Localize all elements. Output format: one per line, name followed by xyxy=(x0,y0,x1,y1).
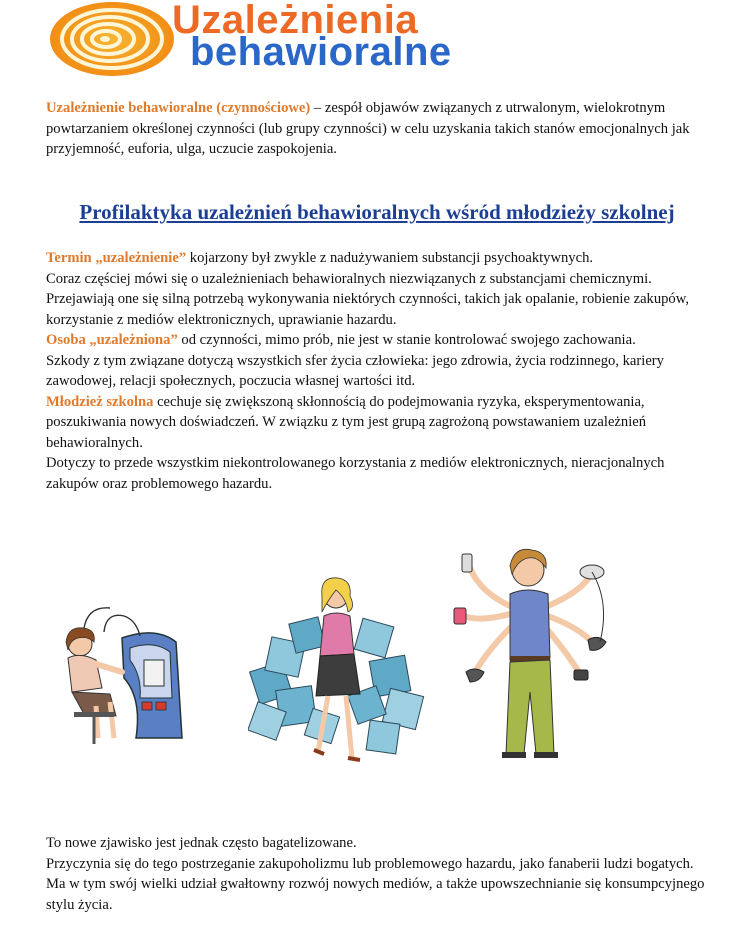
intro-term: Uzależnienie behawioralne (czynnościowe) xyxy=(46,100,311,116)
term-osoba-uzalezniona: Osoba „uzależniona” xyxy=(46,332,178,348)
body-paragraph-4: Szkody z tym związane dotyczą wszystkich sfer życia człowieka: jego zdrowia, życia rodzinnego, kariery zawodowej, relacji społecznych, poczucia własnej wartości itd. xyxy=(46,352,664,389)
spiral-logo-icon xyxy=(48,0,188,78)
shopping-bags-woman-illustration xyxy=(248,562,428,772)
body-paragraph-5-text: cechuje się zwiększoną skłonnością do podejmowania ryzyka, eksperymentowania, poszukiwania nowych doświadczeń. W związku z tym jest grupą zagrożoną powstawaniem uzależnień behawioralnych. xyxy=(46,393,647,451)
body-paragraph-1 xyxy=(46,248,716,269)
closing-paragraph-3: Ma w tym swój wielki udział gwałtowny rozwój nowych mediów, a także upowszechnianie się konsumpcyjnego stylu życia. xyxy=(46,876,705,913)
logo-text-bottom: behawioralne xyxy=(190,30,452,74)
closing-text xyxy=(46,833,716,915)
term-mlodziez-szkolna: Młodzież szkolna xyxy=(46,393,154,410)
closing-paragraph-2: Przyczynia się do tego postrzeganie zakupoholizmu lub problemowego hazardu, jako fanaberii ludzi bogatych. xyxy=(46,855,694,872)
body-paragraph-3 xyxy=(46,330,716,351)
intro-text: – zespół objawów związanych z utrwalonym, wielokrotnym powtarzaniem określonej czynności (lub grupy czynności) w celu uzyskania takich stanów emocjonalnych jak przyjemność, euforia, ulga, uczucie zaspokojenia. xyxy=(46,100,690,157)
closing-paragraph-1: To nowe zjawisko jest jednak często bagatelizowane. xyxy=(46,835,357,851)
slot-machine-gambler-illustration xyxy=(44,598,194,748)
body-paragraph-2: Coraz częściej mówi się o uzależnieniach behawioralnych niezwiązanych z substancjami chemicznymi. Przejawiają one się silną potrzebą wykonywania niektórych czynności, takich jak opalanie, robienie zakupów, korzystanie z mediów elektronicznych, uprawianie hazardu. xyxy=(46,270,689,328)
term-uzaleznienie: Termin „uzależnienie” xyxy=(46,250,187,266)
body-paragraph-5 xyxy=(46,392,716,454)
logo-text-top: Uzależnienia xyxy=(172,0,419,42)
body-paragraph-1-text: kojarzony był zwykle z nadużywaniem substancji psychoaktywnych. xyxy=(186,250,594,266)
multi-device-man-illustration xyxy=(440,542,620,760)
body-text xyxy=(46,248,716,494)
logo xyxy=(48,0,508,78)
intro-paragraph xyxy=(46,98,716,160)
page-title: Profilaktyka uzależnień behawioralnych wśród młodzieży szkolnej xyxy=(79,200,675,224)
body-paragraph-3-text: od czynności, mimo prób, nie jest w stanie kontrolować swojego zachowania. xyxy=(177,332,636,348)
body-paragraph-6: Dotyczy to przede wszystkim niekontrolowanego korzystania z mediów elektronicznych, nieracjonalnych zakupów oraz problemowego hazardu. xyxy=(46,455,665,492)
